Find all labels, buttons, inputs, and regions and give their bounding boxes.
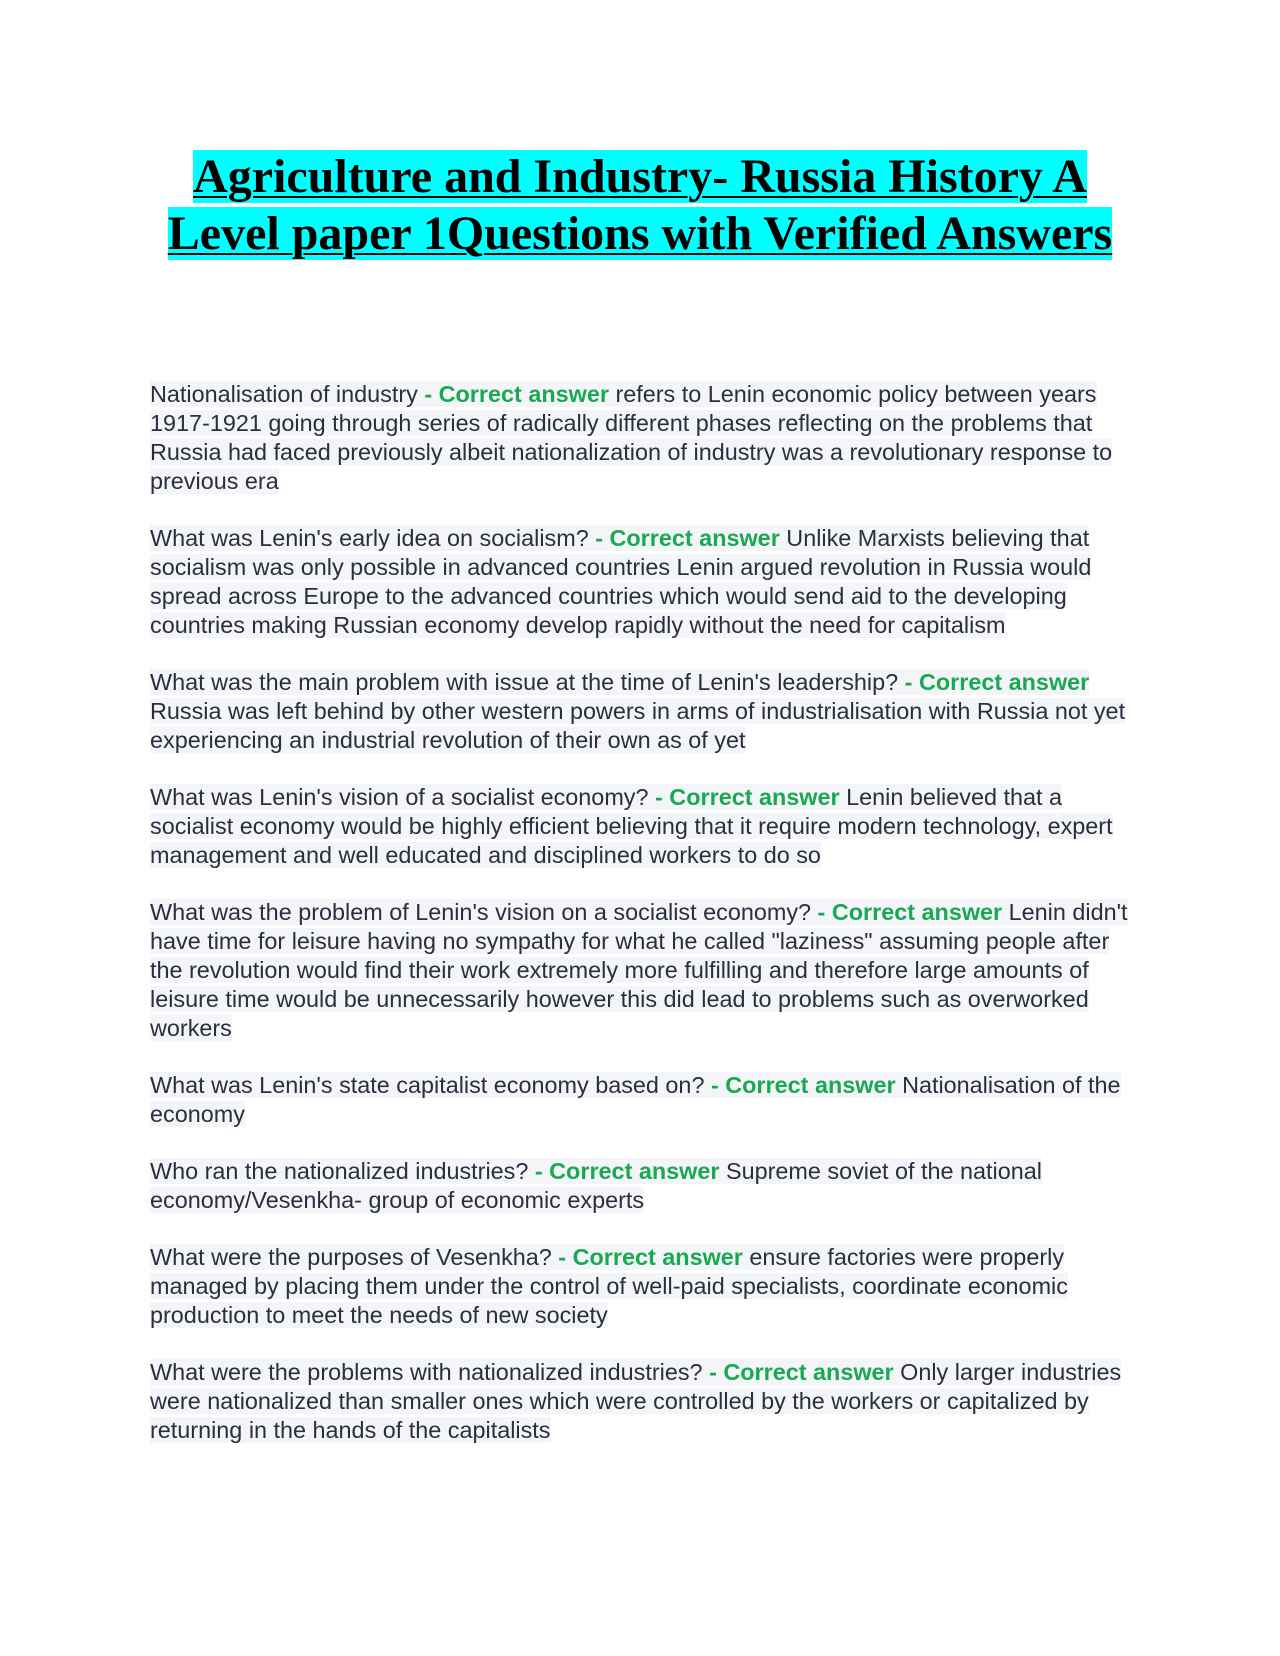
correct-answer-marker: - Correct answer [558,1244,743,1270]
answer-text: Lenin didn't have time for leisure having no sympathy for what he called "laziness" assuming people after the revolution would find their work extremely more fulfilling and therefore large amounts of leisure time would be unnecessarily however this did lead to problems such as overworked workers [150,899,1128,1041]
answer-text: Nationalisation of the economy [150,1072,1121,1127]
qa-list [150,380,1135,1473]
qa-item [150,1243,1135,1330]
answer-text: refers to Lenin economic policy between years 1917-1921 going through series of radically different phases reflecting on the problems that Russia had faced previously albeit nationalization of industry was a revolutionary response to previous era [150,381,1113,494]
question-text: What was Lenin's early idea on socialism? [150,525,589,551]
answer-text: Unlike Marxists believing that socialism was only possible in advanced countries Lenin argued revolution in Russia would spread across Europe to the advanced countries which would send aid to the developing countries making Russian economy develop rapidly without the need for capitalism [150,525,1092,638]
qa-item [150,1157,1135,1215]
question-text: What was Lenin's state capitalist economy based on? [150,1072,705,1098]
correct-answer-marker: - Correct answer [534,1158,720,1184]
question-text: What was the main problem with issue at the time of Lenin's leadership? [150,669,899,695]
question-text: What was the problem of Lenin's vision on a socialist economy? [150,899,812,925]
document-title [140,148,1140,262]
document-title-text: Agriculture and Industry- Russia History A Level paper 1Questions with Verified Answers [167,150,1113,260]
qa-item [150,668,1135,755]
question-text: What was Lenin's vision of a socialist economy? [150,784,649,810]
correct-answer-marker: - Correct answer [655,784,840,810]
correct-answer-marker: - Correct answer [710,1072,896,1098]
correct-answer-marker: - Correct answer [595,525,780,551]
qa-item [150,783,1135,870]
qa-item [150,1071,1135,1129]
correct-answer-marker: - Correct answer [904,669,1090,695]
answer-text: Russia was left behind by other western powers in arms of industrialisation with Russia not yet experiencing an industrial revolution of their own as of yet [150,698,1126,753]
answer-text: Lenin believed that a socialist economy would be highly efficient believing that it require modern technology, expert management and well educated and disciplined workers to do so [150,784,1113,868]
qa-item [150,898,1135,1043]
question-text: What were the purposes of Vesenkha? [150,1244,552,1270]
answer-text: Supreme soviet of the national economy/Vesenkha- group of economic experts [150,1158,1042,1213]
answer-text: Only larger industries were nationalized than smaller ones which were controlled by the workers or capitalized by returning in the hands of the capitalists [150,1359,1122,1443]
correct-answer-marker: - Correct answer [709,1359,894,1385]
correct-answer-marker: - Correct answer [817,899,1003,925]
correct-answer-marker: - Correct answer [424,381,609,407]
qa-item [150,524,1135,640]
question-text: Nationalisation of industry [150,381,418,407]
qa-item [150,380,1135,496]
question-text: Who ran the nationalized industries? [150,1158,529,1184]
question-text: What were the problems with nationalized industries? [150,1359,703,1385]
qa-item [150,1358,1135,1445]
answer-text: ensure factories were properly managed by placing them under the control of well-paid specialists, coordinate economic production to meet the needs of new society [150,1244,1068,1328]
